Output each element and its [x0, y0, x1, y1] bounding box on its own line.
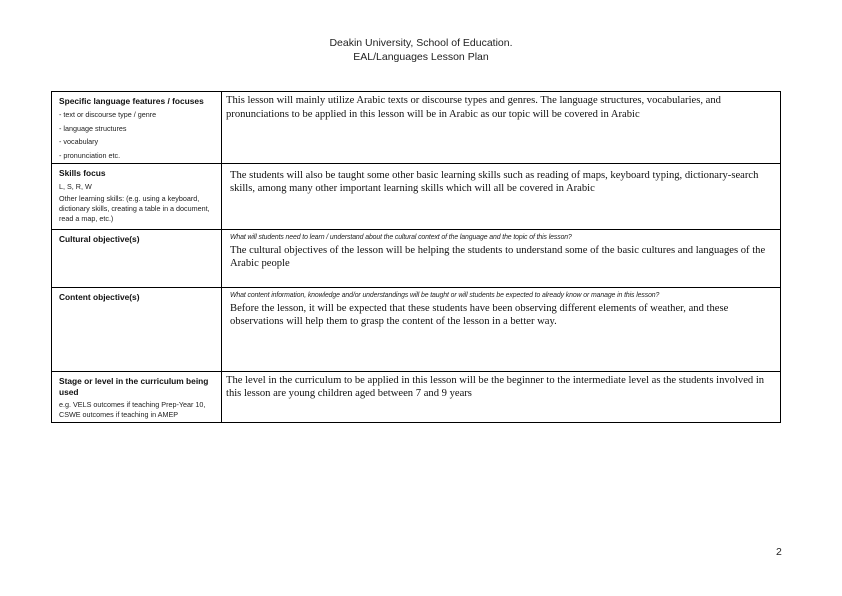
- content-cell[interactable]: [222, 92, 781, 164]
- row-prompt: What will students need to learn / understand about the cultural context of the language and the topic of this lesson?: [230, 233, 572, 241]
- row-sublabel-list: [59, 110, 217, 161]
- row-sublabel: L, S, R, W: [59, 181, 92, 191]
- table-row-content-objectives: [52, 287, 781, 371]
- row-label: Skills focus: [59, 167, 106, 178]
- row-sublabel: - language structures: [59, 123, 127, 133]
- header-title: EAL/Languages Lesson Plan: [353, 51, 489, 63]
- row-sublabel: e.g. VELS outcomes if teaching Prep-Year 10, CSWE outcomes if teaching in AMEP: [59, 399, 206, 419]
- table-row-curriculum-stage: [52, 371, 781, 422]
- row-label: Specific language features / focuses: [59, 96, 204, 106]
- row-sublabel: - pronunciation etc.: [59, 150, 121, 160]
- label-cell: [52, 371, 222, 422]
- row-label: Stage or level in the curriculum being used: [59, 375, 209, 397]
- label-cell: [52, 92, 222, 164]
- row-content: The students will also be taught some other basic learning skills such as reading of maps, keyboard typing, dictionary-search skills, among many other important learning skills which will all be covered in Arabic: [230, 169, 759, 194]
- row-sublabel: - vocabulary: [59, 137, 99, 146]
- content-cell[interactable]: [222, 163, 781, 229]
- table-row-cultural-objectives: [52, 229, 781, 287]
- row-sublabel: Other learning skills: (e.g. using a keyboard, dictionary skills, creating a table in a document, read a map, etc.): [59, 193, 210, 223]
- table-row-language-features: [52, 92, 781, 164]
- row-label: Content objective(s): [59, 291, 140, 302]
- label-cell: [52, 287, 222, 371]
- header-institution: Deakin University, School of Education.: [329, 37, 513, 49]
- document-header: [0, 36, 842, 64]
- row-content: Before the lesson, it will be expected that these students have been observing different elements of weather, and these observations will help them to grasp the content of the lesson in a better way.: [230, 302, 729, 327]
- lesson-plan-table: [51, 91, 781, 423]
- content-cell[interactable]: [222, 229, 781, 287]
- row-content: The cultural objectives of the lesson will be helping the students to understand some of the basic cultures and languages of the Arabic people: [230, 244, 766, 269]
- row-sublabel: - text or discourse type / genre: [59, 110, 157, 119]
- row-prompt: What content information, knowledge and/or understandings will be taught or will students be expected to already know or manage in this lesson?: [230, 291, 660, 299]
- page-number: 2: [776, 546, 782, 558]
- label-cell: [52, 229, 222, 287]
- row-label: Cultural objective(s): [59, 233, 140, 244]
- content-cell[interactable]: [222, 287, 781, 371]
- content-cell[interactable]: [222, 371, 781, 422]
- label-cell: [52, 163, 222, 229]
- row-content: This lesson will mainly utilize Arabic texts or discourse types and genres. The language structures, vocabularies, and pronunciations to be applied in this lesson will be in Arabic as our topic will be covered in Arabic: [226, 95, 721, 120]
- row-content: The level in the curriculum to be applied in this lesson will be the beginner to the intermediate level as the students involved in this lesson are young children aged between 7 and 9 years: [226, 374, 765, 399]
- table-row-skills-focus: [52, 163, 781, 229]
